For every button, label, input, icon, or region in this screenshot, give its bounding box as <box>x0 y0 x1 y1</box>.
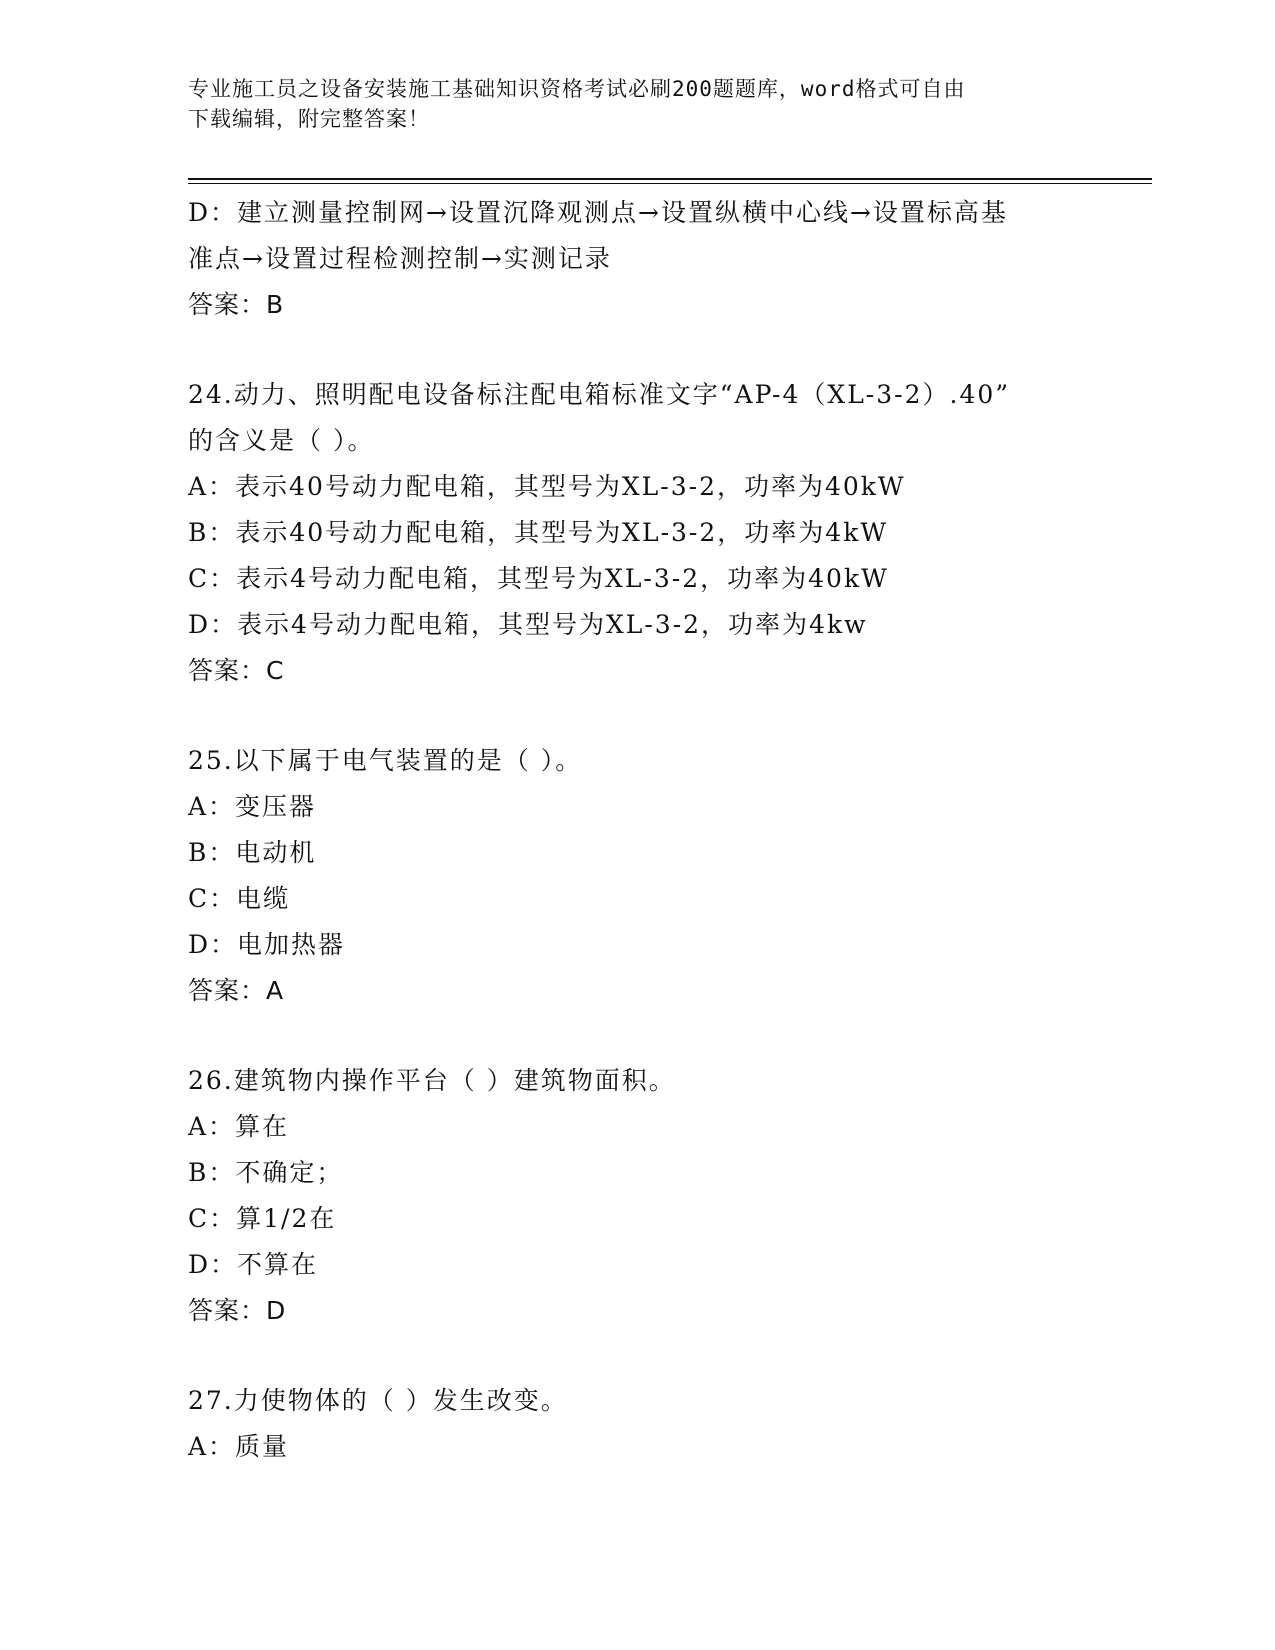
option-b: B：电动机 <box>188 838 317 867</box>
question-stem: 27.力使物体的（ ）发生改变。 <box>188 1386 568 1415</box>
question-list <box>188 190 1088 1470</box>
question-stem: 26.建筑物内操作平台（ ）建筑物面积。 <box>188 1066 676 1095</box>
answer-line: 答案：B <box>188 290 285 319</box>
question-stem-line2: 的含义是（ ）。 <box>188 426 375 455</box>
option-b: B：不确定； <box>188 1158 344 1187</box>
answer-line: 答案：D <box>188 1296 287 1325</box>
question-24 <box>188 372 1088 694</box>
answer-line: 答案：A <box>188 976 285 1005</box>
option-a: A：表示40号动力配电箱，其型号为XL-3-2，功率为40kW <box>188 472 906 501</box>
option-c: C：算1/2在 <box>188 1204 337 1233</box>
answer-line: 答案：C <box>188 656 285 685</box>
option-b: B：表示40号动力配电箱，其型号为XL-3-2，功率为4kW <box>188 518 889 547</box>
option-d-line1: D：建立测量控制网→设置沉降观测点→设置纵横中心线→设置标高基 <box>188 198 1008 227</box>
question-stem-line1: 24.动力、照明配电设备标注配电箱标准文字“AP-4（XL-3-2）.40” <box>188 380 1011 409</box>
question-27 <box>188 1378 1088 1470</box>
option-a: A：算在 <box>188 1112 290 1141</box>
header-title-line1: 专业施工员之设备安装施工基础知识资格考试必刷200题题库，word格式可自由 <box>188 77 966 101</box>
option-a: A：质量 <box>188 1432 290 1461</box>
header-divider-thick <box>188 178 1152 180</box>
spacer <box>188 1014 1088 1058</box>
header-title-line2: 下载编辑，附完整答案！ <box>188 107 430 131</box>
document-header <box>188 74 1088 134</box>
spacer <box>188 1334 1088 1378</box>
question-stem: 25.以下属于电气装置的是（ ）。 <box>188 746 583 775</box>
spacer <box>188 328 1088 372</box>
spacer <box>188 694 1088 738</box>
option-d: D：表示4号动力配电箱，其型号为XL-3-2，功率为4kw <box>188 610 868 639</box>
question-26 <box>188 1058 1088 1334</box>
option-a: A：变压器 <box>188 792 317 821</box>
option-c: C：电缆 <box>188 884 291 913</box>
option-d: D：不算在 <box>188 1250 319 1279</box>
option-d-line2: 准点→设置过程检测控制→实测记录 <box>188 244 612 273</box>
question-23-continued <box>188 190 1088 328</box>
option-d: D：电加热器 <box>188 930 346 959</box>
question-25 <box>188 738 1088 1014</box>
option-c: C：表示4号动力配电箱，其型号为XL-3-2，功率为40kW <box>188 564 889 593</box>
header-divider-thin <box>188 183 1152 184</box>
